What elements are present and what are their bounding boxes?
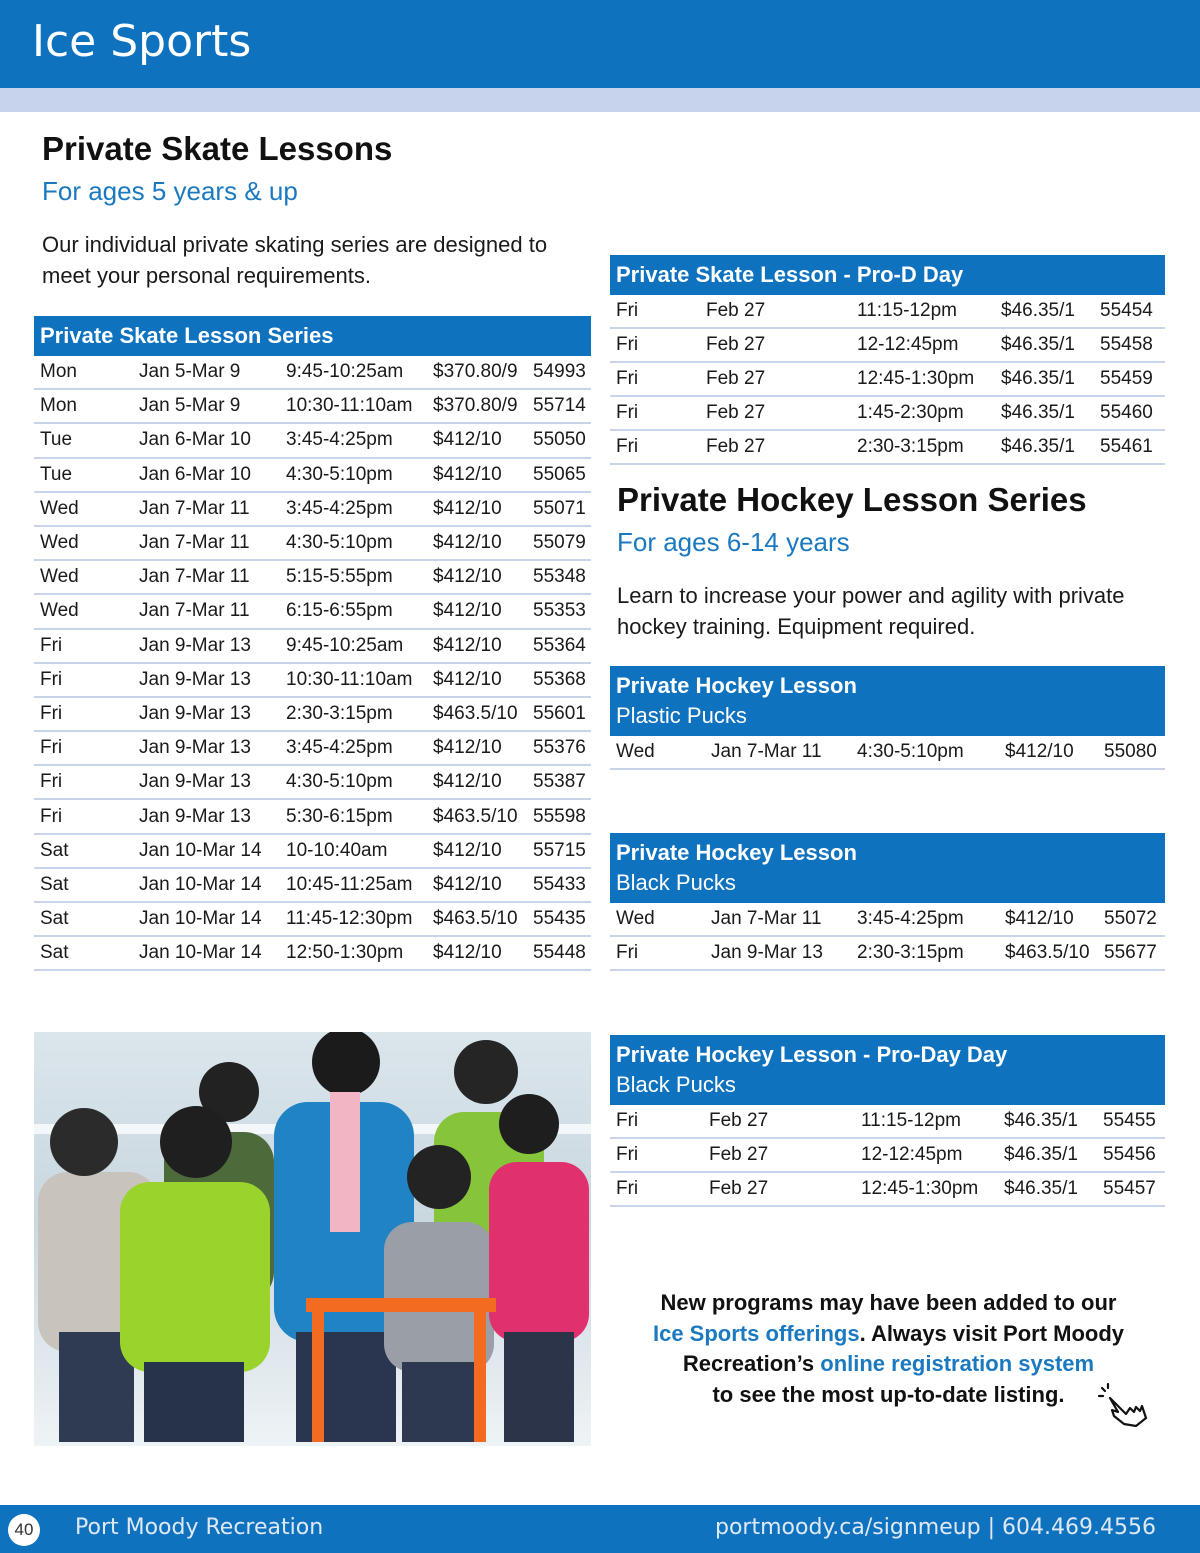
cell-code: 55461 [1100, 436, 1153, 457]
cell-time: 12-12:45pm [861, 1144, 963, 1165]
hockey-prod-table-header [610, 1035, 1165, 1105]
table-subtitle: Black Pucks [616, 1072, 736, 1097]
cell-day: Fri [40, 805, 63, 827]
cell-time: 2:30-3:15pm [857, 942, 964, 963]
cell-day: Fri [616, 1144, 639, 1165]
hockey-plastic-table-header [610, 666, 1165, 736]
cell-dates: Jan 9-Mar 13 [139, 771, 251, 793]
cell-time: 4:30-5:10pm [286, 532, 393, 554]
notice-line-3: Recreation’s online registration system [682, 1351, 1095, 1376]
cell-fee: $370.80/9 [433, 361, 518, 383]
cell-time: 10-10:40am [286, 839, 388, 861]
table-row [610, 397, 1165, 431]
cell-code: 54993 [533, 361, 586, 383]
hockey-black-table-header [610, 833, 1165, 903]
ice-sports-offerings-link[interactable]: Ice Sports offerings [652, 1320, 860, 1346]
cell-fee: $412/10 [433, 532, 502, 554]
notice-line-2: Ice Sports offerings. Always visit Port Moody [652, 1320, 1125, 1346]
cell-day: Fri [616, 436, 639, 457]
cell-code: 55364 [533, 634, 586, 656]
table-row [610, 937, 1165, 971]
cell-time: 11:45-12:30pm [286, 908, 413, 930]
cell-time: 11:15-12pm [857, 300, 957, 321]
cell-day: Fri [616, 1110, 639, 1131]
cell-code: 55598 [533, 805, 586, 827]
skate-prod-table-header [610, 255, 1165, 295]
cell-code: 55433 [533, 873, 586, 895]
kids-on-ice-photo [34, 1032, 591, 1446]
cell-dates: Feb 27 [706, 402, 766, 423]
cell-fee: $46.35/1 [1001, 368, 1075, 389]
cell-day: Tue [40, 429, 73, 451]
cell-fee: $46.35/1 [1001, 402, 1075, 423]
cell-fee: $412/10 [1005, 741, 1074, 762]
cell-fee: $412/10 [433, 600, 502, 622]
cell-dates: Jan 7-Mar 11 [139, 497, 250, 519]
skate-ages: For ages 5 years & up [42, 176, 298, 206]
cell-time: 5:30-6:15pm [286, 805, 393, 827]
cell-dates: Feb 27 [706, 334, 766, 355]
table-row [610, 431, 1165, 465]
table-row [610, 736, 1165, 770]
cell-day: Sat [40, 942, 69, 964]
hand-pointer-icon [1096, 1382, 1148, 1428]
table-title: Private Skate Lesson - Pro-D Day [616, 262, 964, 287]
page-number: 40 [8, 1514, 40, 1546]
cell-time: 3:45-4:25pm [286, 737, 393, 759]
page-header [0, 0, 1200, 88]
cell-dates: Feb 27 [706, 368, 766, 389]
table-row [610, 903, 1165, 937]
page-title: Ice Sports [32, 16, 252, 67]
cell-time: 3:45-4:25pm [857, 908, 964, 929]
cell-time: 4:30-5:10pm [857, 741, 964, 762]
cell-code: 55448 [533, 942, 586, 964]
cell-dates: Feb 27 [709, 1144, 769, 1165]
cell-code: 55456 [1103, 1144, 1156, 1165]
cell-code: 55368 [533, 668, 586, 690]
cell-code: 55435 [533, 908, 586, 930]
cell-day: Fri [40, 634, 63, 656]
cell-code: 55601 [533, 702, 586, 724]
cell-time: 9:45-10:25am [286, 361, 404, 383]
hockey-heading: Private Hockey Lesson Series [617, 481, 1087, 518]
cell-dates: Jan 6-Mar 10 [139, 429, 251, 451]
cell-time: 10:30-11:10am [286, 668, 413, 690]
table-row [34, 937, 591, 971]
table-title: Private Hockey Lesson [616, 840, 857, 865]
table-row [34, 903, 591, 937]
table-row [34, 869, 591, 903]
table-row [34, 630, 591, 664]
cell-fee: $412/10 [1005, 908, 1074, 929]
cell-code: 55072 [1104, 908, 1157, 929]
table-title: Private Hockey Lesson - Pro-Day Day [616, 1042, 1008, 1067]
table-row [34, 459, 591, 493]
cell-day: Sat [40, 839, 69, 861]
table-title: Private Hockey Lesson [616, 673, 857, 698]
cell-fee: $46.35/1 [1004, 1110, 1078, 1131]
cell-day: Tue [40, 463, 73, 485]
table-rows [610, 295, 1165, 465]
cell-fee: $412/10 [433, 737, 502, 759]
cell-time: 12-12:45pm [857, 334, 959, 355]
cell-fee: $412/10 [433, 429, 502, 451]
cell-fee: $463.5/10 [433, 908, 518, 930]
cell-dates: Jan 5-Mar 9 [139, 361, 241, 383]
hockey-description: Learn to increase your power and agility with private hockey training. Equipment required. [617, 583, 1125, 639]
cell-time: 5:15-5:55pm [286, 566, 393, 588]
cell-day: Fri [616, 334, 639, 355]
cell-time: 10:30-11:10am [286, 395, 413, 417]
cell-dates: Jan 7-Mar 11 [711, 908, 822, 929]
kids-photo-illustration [34, 1032, 591, 1446]
cell-day: Wed [40, 600, 79, 622]
online-registration-link[interactable]: online registration system [820, 1351, 1095, 1376]
cell-fee: $46.35/1 [1001, 334, 1075, 355]
cell-fee: $412/10 [433, 566, 502, 588]
cell-time: 12:45-1:30pm [861, 1178, 979, 1199]
cell-dates: Jan 7-Mar 11 [139, 566, 250, 588]
update-notice [612, 1288, 1165, 1410]
table-row [34, 493, 591, 527]
table-row [34, 595, 591, 629]
cell-dates: Jan 10-Mar 14 [139, 908, 262, 930]
cell-code: 55715 [533, 839, 586, 861]
cell-fee: $46.35/1 [1001, 436, 1075, 457]
cell-code: 55455 [1103, 1110, 1156, 1131]
table-row [34, 424, 591, 458]
cell-time: 10:45-11:25am [286, 873, 413, 895]
notice-line-4: to see the most up-to-date listing. [712, 1381, 1065, 1407]
cell-dates: Jan 9-Mar 13 [139, 737, 251, 759]
cell-code: 55460 [1100, 402, 1153, 423]
cell-dates: Jan 9-Mar 13 [139, 668, 251, 690]
cell-dates: Jan 10-Mar 14 [139, 839, 262, 861]
cell-code: 55457 [1103, 1178, 1156, 1199]
cell-code: 55071 [533, 497, 586, 519]
cell-dates: Jan 7-Mar 11 [139, 532, 250, 554]
table-row [34, 800, 591, 834]
cell-dates: Jan 9-Mar 13 [139, 634, 251, 656]
cell-fee: $412/10 [433, 942, 502, 964]
cell-dates: Feb 27 [706, 300, 766, 321]
footer-org-name: Port Moody Recreation [75, 1515, 324, 1540]
page-footer [0, 1505, 1200, 1553]
cell-dates: Jan 10-Mar 14 [139, 873, 262, 895]
cell-day: Fri [616, 942, 639, 963]
cell-day: Wed [616, 741, 655, 762]
cell-day: Sat [40, 908, 69, 930]
cell-time: 12:50-1:30pm [286, 942, 404, 964]
cell-code: 55714 [533, 395, 586, 417]
cell-fee: $463.5/10 [433, 805, 518, 827]
cell-time: 3:45-4:25pm [286, 497, 393, 519]
table-subtitle: Plastic Pucks [616, 703, 747, 728]
cell-code: 55677 [1104, 942, 1157, 963]
cell-dates: Jan 9-Mar 13 [139, 805, 251, 827]
cell-time: 1:45-2:30pm [857, 402, 964, 423]
table-row [610, 329, 1165, 363]
table-title: Private Skate Lesson Series [40, 323, 334, 348]
table-subtitle: Black Pucks [616, 870, 736, 895]
cell-fee: $412/10 [433, 497, 502, 519]
cell-day: Fri [616, 1178, 639, 1199]
hockey-black-table [610, 833, 1165, 971]
cell-fee: $412/10 [433, 873, 502, 895]
cell-time: 4:30-5:10pm [286, 463, 393, 485]
cell-day: Mon [40, 395, 77, 417]
cell-code: 55353 [533, 600, 586, 622]
cell-dates: Feb 27 [709, 1110, 769, 1131]
cell-day: Fri [616, 368, 639, 389]
hockey-ages: For ages 6-14 years [617, 527, 850, 557]
table-row [34, 732, 591, 766]
cell-fee: $412/10 [433, 771, 502, 793]
table-row [34, 527, 591, 561]
notice-line-1: New programs may have been added to our [660, 1290, 1117, 1315]
cell-time: 11:15-12pm [861, 1110, 961, 1131]
cell-day: Wed [616, 908, 655, 929]
cell-day: Fri [40, 737, 63, 759]
cell-code: 55387 [533, 771, 586, 793]
cell-time: 2:30-3:15pm [286, 702, 393, 724]
hockey-prod-table [610, 1035, 1165, 1207]
cell-code: 55050 [533, 429, 586, 451]
cell-fee: $370.80/9 [433, 395, 518, 417]
cell-dates: Jan 6-Mar 10 [139, 463, 251, 485]
cell-day: Mon [40, 361, 77, 383]
cell-time: 12:45-1:30pm [857, 368, 975, 389]
cell-day: Wed [40, 497, 79, 519]
table-row [610, 363, 1165, 397]
cell-fee: $412/10 [433, 668, 502, 690]
cell-time: 9:45-10:25am [286, 634, 404, 656]
skate-heading: Private Skate Lessons [42, 130, 393, 167]
skate-series-table [34, 316, 591, 971]
cell-day: Fri [40, 668, 63, 690]
cell-day: Fri [616, 402, 639, 423]
cell-dates: Jan 9-Mar 13 [139, 702, 251, 724]
cell-day: Fri [40, 771, 63, 793]
cell-fee: $463.5/10 [1005, 942, 1090, 963]
cell-dates: Jan 10-Mar 14 [139, 942, 262, 964]
cell-day: Wed [40, 566, 79, 588]
cell-dates: Jan 5-Mar 9 [139, 395, 241, 417]
cell-fee: $412/10 [433, 634, 502, 656]
table-row [34, 698, 591, 732]
table-row [34, 835, 591, 869]
cell-time: 3:45-4:25pm [286, 429, 393, 451]
cell-dates: Jan 9-Mar 13 [711, 942, 823, 963]
table-row [34, 561, 591, 595]
table-rows [610, 903, 1165, 971]
cell-fee: $46.35/1 [1004, 1144, 1078, 1165]
cell-code: 55065 [533, 463, 586, 485]
table-rows [34, 356, 591, 971]
cell-code: 55080 [1104, 741, 1157, 762]
cell-code: 55348 [533, 566, 586, 588]
cell-code: 55454 [1100, 300, 1153, 321]
cell-fee: $412/10 [433, 839, 502, 861]
cell-day: Fri [616, 300, 639, 321]
table-row [610, 1105, 1165, 1139]
cell-day: Wed [40, 532, 79, 554]
skate-description: Our individual private skating series are designed to meet your personal requirements. [42, 232, 548, 288]
header-strip [0, 88, 1200, 112]
cell-code: 55458 [1100, 334, 1153, 355]
cell-time: 6:15-6:55pm [286, 600, 393, 622]
table-row [610, 1173, 1165, 1207]
cell-dates: Jan 7-Mar 11 [711, 741, 822, 762]
table-row [610, 1139, 1165, 1173]
table-rows [610, 1105, 1165, 1207]
table-row [34, 766, 591, 800]
table-row [34, 356, 591, 390]
cell-fee: $463.5/10 [433, 702, 518, 724]
table-row [34, 664, 591, 698]
cell-dates: Feb 27 [706, 436, 766, 457]
skate-series-table-header [34, 316, 591, 356]
cell-day: Fri [40, 702, 63, 724]
footer-contact[interactable]: portmoody.ca/signmeup | 604.469.4556 [715, 1515, 1156, 1540]
table-rows [610, 736, 1165, 770]
table-row [610, 295, 1165, 329]
cell-fee: $46.35/1 [1004, 1178, 1078, 1199]
cell-dates: Jan 7-Mar 11 [139, 600, 250, 622]
cell-time: 2:30-3:15pm [857, 436, 964, 457]
cell-code: 55459 [1100, 368, 1153, 389]
skate-prod-table [610, 255, 1165, 465]
cell-dates: Feb 27 [709, 1178, 769, 1199]
cell-code: 55376 [533, 737, 586, 759]
cell-time: 4:30-5:10pm [286, 771, 393, 793]
cell-code: 55079 [533, 532, 586, 554]
cell-fee: $412/10 [433, 463, 502, 485]
table-row [34, 390, 591, 424]
cell-fee: $46.35/1 [1001, 300, 1075, 321]
hockey-plastic-table [610, 666, 1165, 770]
cell-day: Sat [40, 873, 69, 895]
